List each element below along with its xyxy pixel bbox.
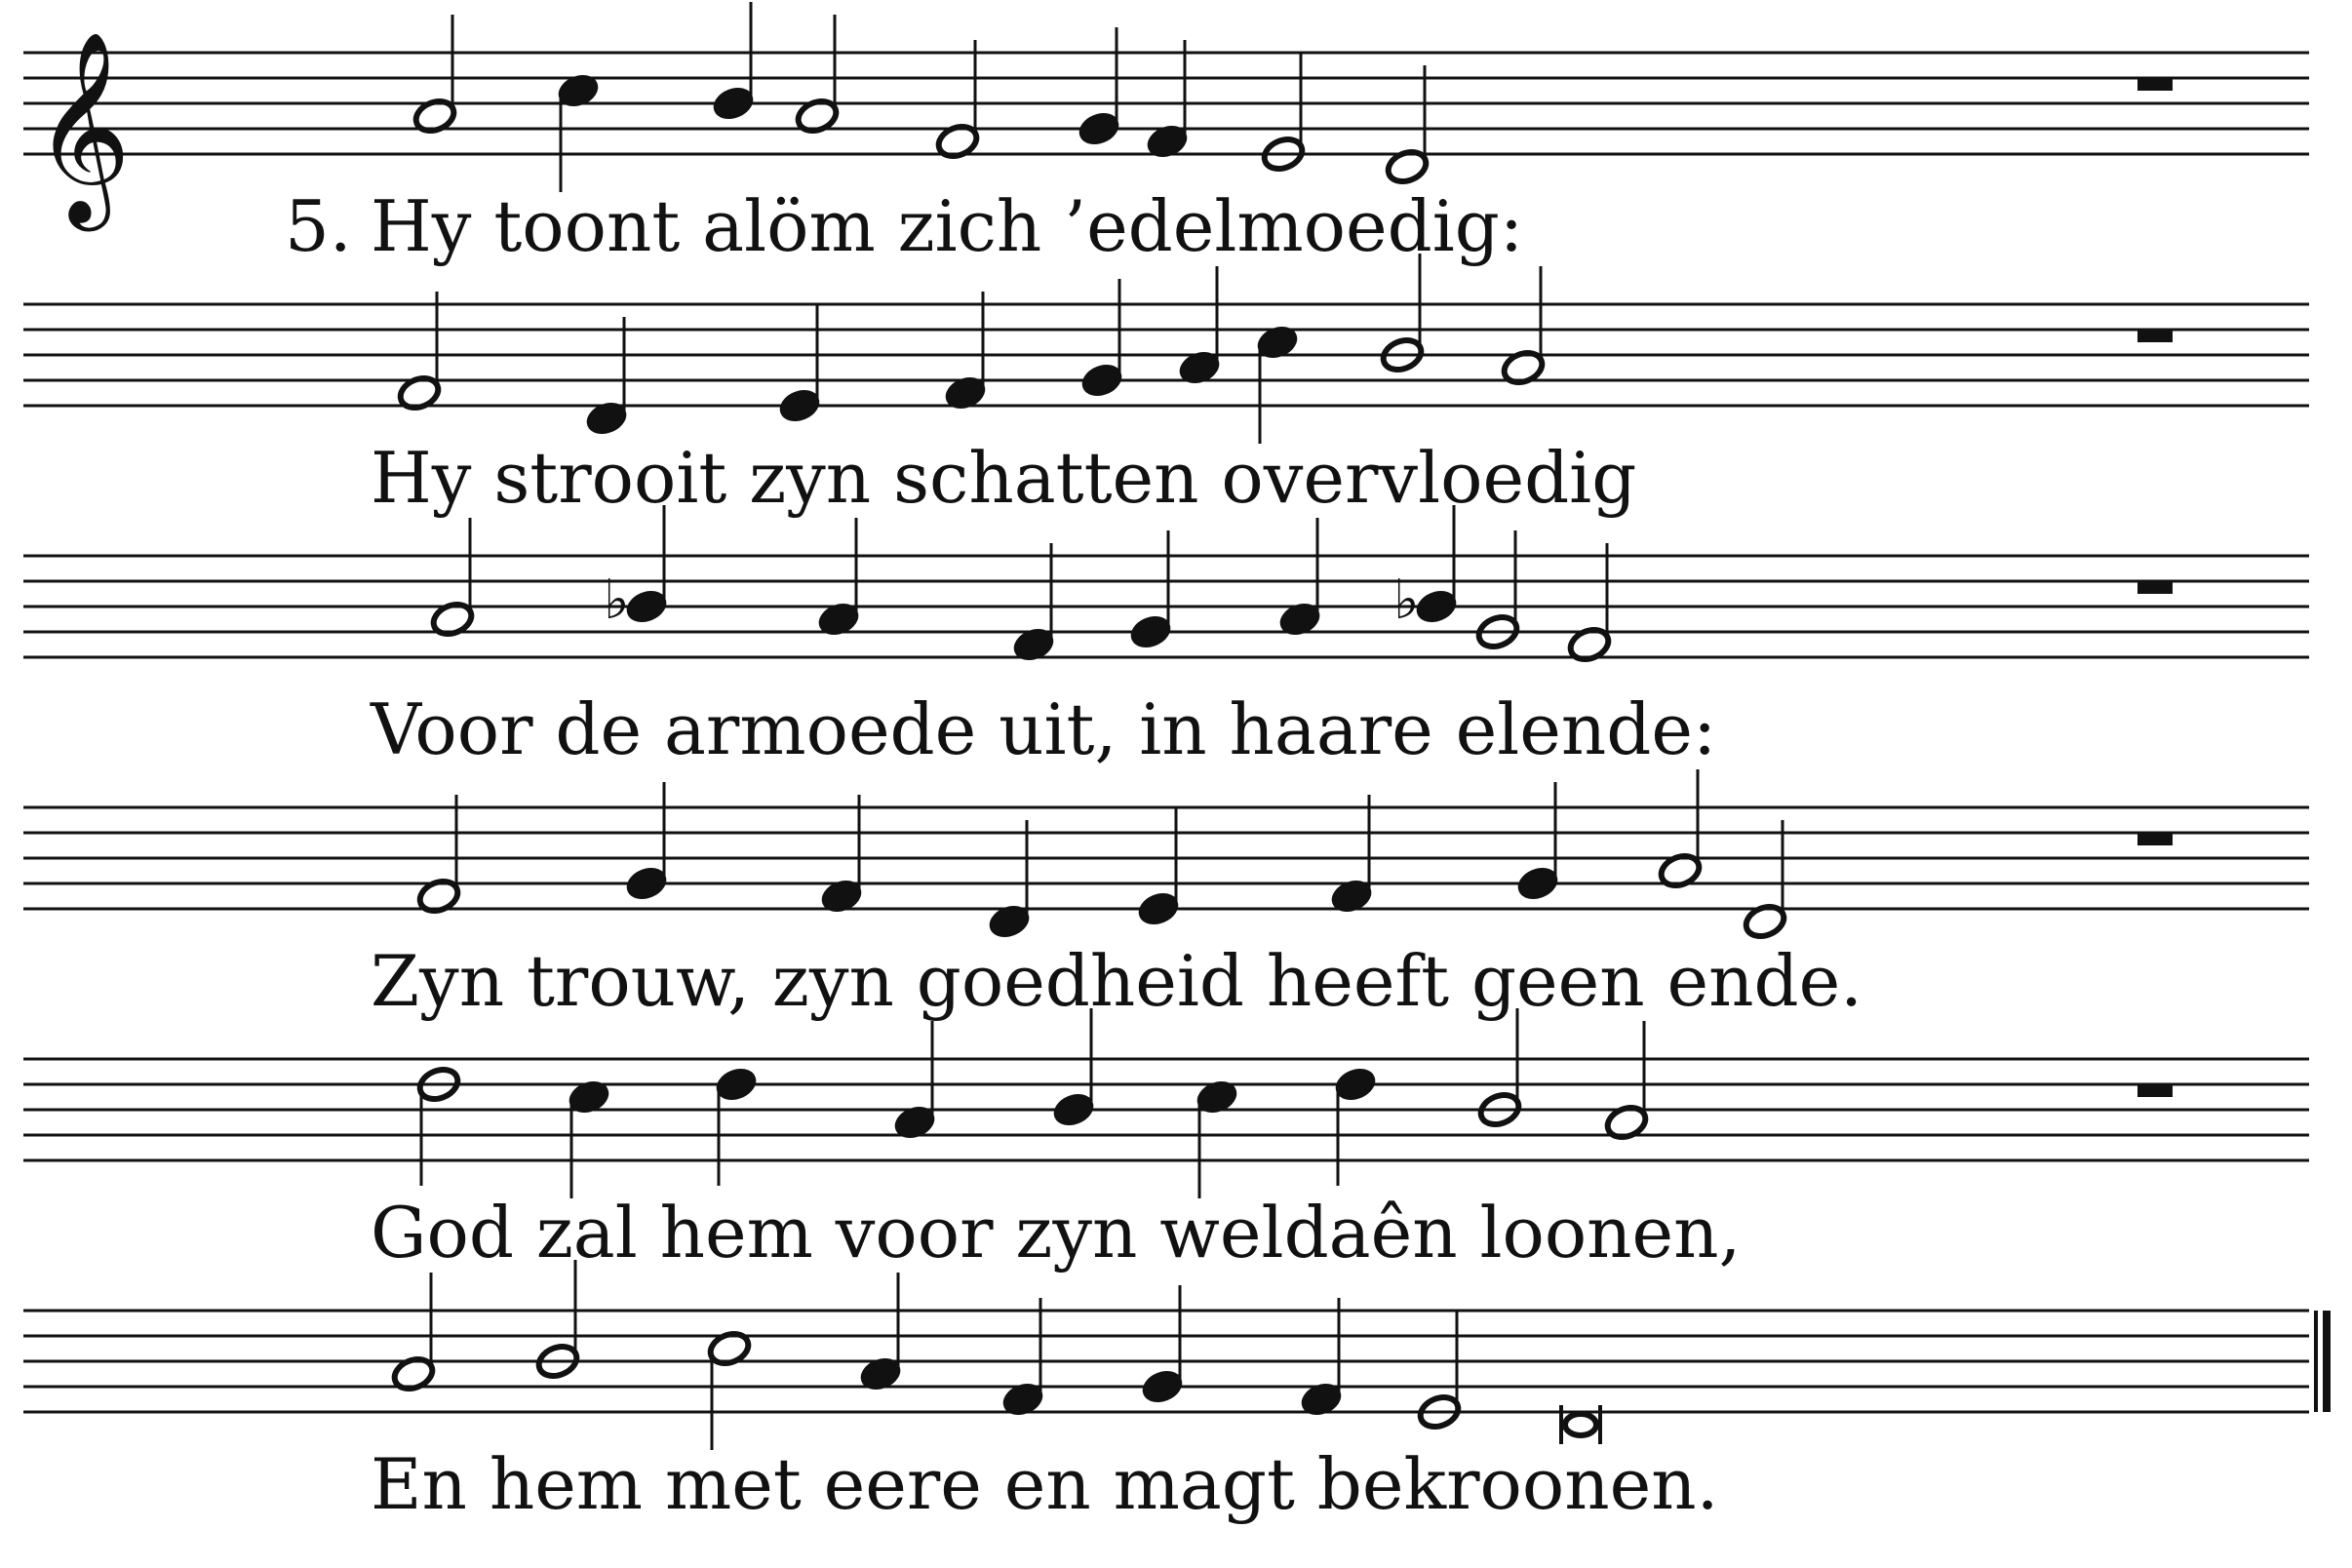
note — [1139, 1285, 1186, 1406]
staff-system — [23, 254, 2309, 444]
note — [1254, 323, 1301, 444]
note — [1078, 279, 1125, 400]
note — [1514, 782, 1561, 903]
staff-system — [23, 1008, 2309, 1198]
note — [1657, 769, 1704, 890]
note — [429, 518, 476, 639]
note — [1476, 1008, 1523, 1129]
note — [1276, 518, 1323, 639]
note — [1144, 40, 1191, 161]
rest-icon — [2137, 581, 2173, 594]
note — [1194, 1078, 1240, 1198]
note — [986, 820, 1033, 941]
note — [1176, 266, 1223, 387]
note — [713, 1065, 760, 1186]
note — [396, 292, 443, 412]
note — [776, 304, 823, 425]
note — [815, 518, 862, 639]
note — [1379, 254, 1426, 374]
note — [934, 40, 981, 161]
staff-system — [23, 505, 2309, 664]
staff-system — [23, 769, 2309, 941]
note — [604, 505, 670, 632]
note — [1384, 65, 1431, 186]
note — [1127, 530, 1174, 651]
note — [1393, 505, 1460, 632]
note — [1010, 543, 1057, 664]
flat-icon: ♭ — [1393, 568, 1420, 632]
note — [566, 1078, 612, 1198]
note — [1500, 266, 1547, 387]
note — [390, 1273, 437, 1393]
verse-number: 5. — [285, 185, 352, 267]
treble-clef-icon: 𝄞 — [33, 30, 132, 223]
note — [1566, 543, 1613, 664]
note — [818, 795, 865, 916]
note — [1332, 1065, 1379, 1186]
note — [1260, 53, 1307, 174]
note — [623, 782, 670, 903]
note — [706, 1329, 753, 1450]
note — [1135, 807, 1182, 928]
note — [1050, 1008, 1097, 1129]
rest-icon — [2137, 833, 2173, 845]
note — [942, 292, 989, 412]
staff-system — [23, 1260, 2327, 1450]
note — [1298, 1298, 1345, 1419]
note — [857, 1273, 904, 1393]
note — [415, 1065, 462, 1186]
lyric-line: Zyn trouw, zyn goedheid heeft geen ende. — [371, 940, 1863, 1022]
note — [1603, 1021, 1650, 1142]
note — [534, 1260, 581, 1381]
note — [1076, 27, 1122, 148]
lyric-line: God zal hem voor zyn weldaên loonen, — [371, 1192, 1742, 1274]
note — [794, 15, 841, 136]
lyric-line: Hy strooit zyn schatten overvloedig — [371, 437, 1637, 519]
note — [412, 15, 458, 136]
note — [415, 795, 462, 916]
note — [1474, 530, 1521, 651]
lyric-line: Hy toont alöm zich ’edelmoedig: — [371, 185, 1524, 267]
rest-icon — [2137, 1084, 2173, 1097]
note — [1000, 1298, 1046, 1419]
rest-icon — [2137, 330, 2173, 342]
note — [710, 2, 757, 123]
rest-icon — [2137, 78, 2173, 91]
lyric-line: En hem met eere en magt bekroonen. — [371, 1443, 1719, 1525]
note — [1416, 1311, 1463, 1431]
flat-icon: ♭ — [604, 568, 630, 632]
note — [555, 71, 602, 192]
note — [891, 1021, 938, 1142]
note — [1742, 820, 1788, 941]
note — [583, 317, 630, 438]
lyric-line: Voor de armoede uit, in haare elende: — [371, 688, 1717, 770]
note — [1328, 795, 1375, 916]
